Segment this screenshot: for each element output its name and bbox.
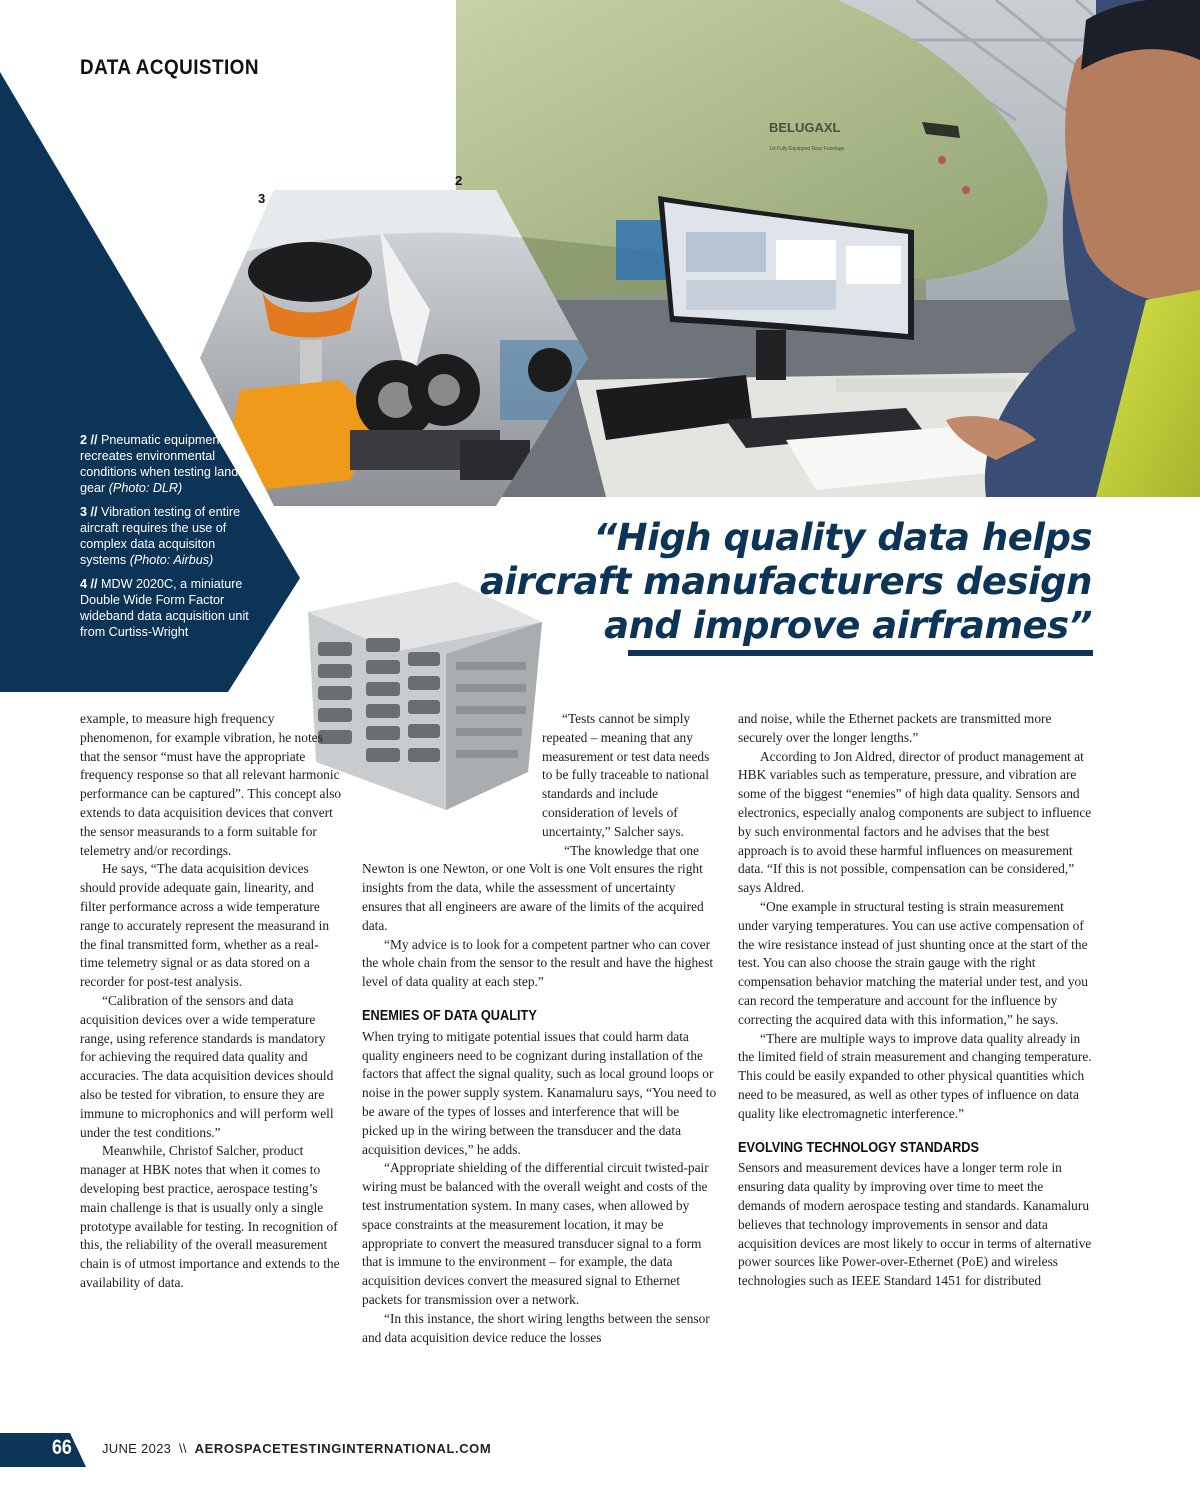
article-paragraph: “The knowledge that one Newton is one Newton, or one Volt is one Volt ensures the right insights from the data, while the assessment of uncertainty ensures that all engineers are aware of the limits of the acquired data.: [362, 842, 704, 933]
figure-number-3: 3: [258, 191, 266, 206]
footer-separator: \\: [179, 1441, 187, 1456]
aircraft-name-text: BELUGAXL: [769, 120, 841, 135]
pull-quote: “High quality data helps aircraft manufacturers design and improve airframes”: [479, 516, 1092, 647]
article-column-3: [738, 710, 1094, 1291]
caption-text: Vibration testing of entire aircraft requires the use of complex data acquisiton systems: [80, 505, 241, 567]
caption-2: [80, 432, 260, 496]
aircraft-sub-text: 1st Fully Equipped Rear Fuselage: [769, 146, 845, 152]
article-paragraph: “Calibration of the sensors and data acquisition devices over a wide temperature range, using reference standards is mandatory for achieving the required data quality and accuracies. The data acquisition devices should also be tested for vibration, to ensure they are immune to microphonics and will perform well under the test conditions.”: [80, 992, 334, 1140]
article-column-2: [362, 710, 718, 1347]
article-paragraph: and noise, while the Ethernet packets are transmitted more securely over the longer lengths.”: [738, 711, 1052, 745]
caption-num: 4 //: [80, 577, 98, 591]
article-paragraph: “My advice is to look for a competent partner who can cover the whole chain from the sensor to the result and have the highest level of data quality at each step.”: [362, 936, 714, 990]
footer-issue-line: [102, 1441, 491, 1456]
page-number: 66: [52, 1436, 72, 1459]
caption-text: Pneumatic equipment recreates environmental conditions when testing landing gear: [80, 433, 256, 495]
caption-credit: (Photo: DLR): [108, 481, 183, 495]
article-paragraph: Meanwhile, Christof Salcher, product manager at HBK notes that when it comes to developing best practice, aerospace testing’s main challenge is that is usually only a single prototype available for testing. In recognition of this, the reliability of the overall measurement chain is of utmost importance and extends to the availability of data.: [80, 1143, 340, 1290]
page-number-tab: [0, 1433, 86, 1467]
caption-num: 3 //: [80, 505, 98, 519]
pull-quote-rule: [628, 650, 1093, 656]
footer-site-link[interactable]: AEROSPACETESTINGINTERNATIONAL.COM: [194, 1441, 492, 1456]
article-paragraph: “Tests cannot be simply repeated – meaning that any measurement or test data needs to be fully traceable to national standards and include consideration of levels of uncertainty,” Salcher says.: [542, 711, 710, 839]
article-column-1: [80, 710, 342, 1293]
article-paragraph: “There are multiple ways to improve data quality already in the limited field of strain measurement and changing temperature. This could be easily expanded to other physical quantities which need to be measured, as well as other types of influence on data quality like electromagnetic interference.”: [738, 1030, 1092, 1121]
section-label: DATA ACQUISTION: [80, 56, 259, 79]
article-paragraph: He says, “The data acquisition devices should provide adequate gain, linearity, and filter performance across a wide temperature range to accurately represent the measurand in the final transmitted form, whether as a real-time telemetry signal or as data stored on a recorder for post-test analysis.: [80, 861, 330, 990]
article-paragraph: Sensors and measurement devices have a longer term role in ensuring data quality by improving over time to meet the demands of modern aerospace testing and standards. Kanamaluru believes that technology improvements in sensor and data acquisition devices are most likely to occur in terms of alternative power sources like Power-over-Ethernet (PoE) and wireless technologies such as IEEE Standard 1451 for distributed: [738, 1160, 1092, 1289]
caption-4: [80, 576, 260, 640]
article-paragraph: example, to measure high frequency phenomenon, for example vibration, he notes that the sensor “must have the appropriate frequency response so that all relevant harmonic performance can be captured”. This concept also extends to data acquisition devices that convert the sensor measurands to a form suitable for telemetry and/or recordings.: [80, 711, 342, 858]
article-paragraph: “One example in structural testing is strain measurement under varying temperatures. You can use active compensation of the wire resistance instead of just shunting once at the start of the test. You can also choose the strain gauge with the right compensation behavior matching the material under test, and you can record the temperature and account for the influence by correcting the acquired data with this information,” he says.: [738, 898, 1088, 1027]
article-paragraph: According to Jon Aldred, director of product management at HBK variables such as temperature, pressure, and vibration are some of the biggest “enemies” of high data quality. Sensors and electronics, especially analog components are subject to influence by such environmental factors and he advises that the best approach is to avoid these harmful influences on measurement data. “If this is not possible, compensation can be considered,” says Aldred.: [738, 748, 1092, 896]
article-paragraph: “In this instance, the short wiring lengths between the sensor and data acquisition device reduce the losses: [362, 1310, 710, 1345]
subheading-enemies: ENEMIES OF DATA QUALITY: [362, 1007, 537, 1024]
article-paragraph: When trying to mitigate potential issues that could harm data quality engineers need to be cognizant during installation of the factors that affect the signal quality, such as local ground loops or noise in the power supply system. Kanamaluru says, “You need to be aware of the types of losses and interference that will be picked up in the wiring between the transducer and the data acquisition devices,” he adds.: [362, 1028, 717, 1157]
caption-text: MDW 2020C, a miniature Double Wide Form Factor wideband data acquisition unit from Curtiss-Wright: [80, 577, 249, 639]
article-paragraph: “Appropriate shielding of the differential circuit twisted-pair wiring must be balanced with the overall weight and costs of the test instrumentation system. In many cases, when allowed by space constraints at the measurement location, it may be appropriate to convert the measured transducer signal to a form that is immune to the environment – for example, the data acquisition devices convert the measured signal to Ethernet packets for transmission over a network.: [362, 1160, 709, 1307]
caption-3: [80, 504, 260, 568]
footer-issue: JUNE 2023: [102, 1441, 172, 1456]
figure-captions: [80, 432, 260, 648]
figure-number-2: 2: [455, 173, 463, 188]
caption-num: 2 //: [80, 433, 98, 447]
image-wrap-space: [362, 710, 542, 844]
subheading-evolving: EVOLVING TECHNOLOGY STANDARDS: [738, 1139, 980, 1156]
caption-credit: (Photo: Airbus): [129, 553, 214, 567]
